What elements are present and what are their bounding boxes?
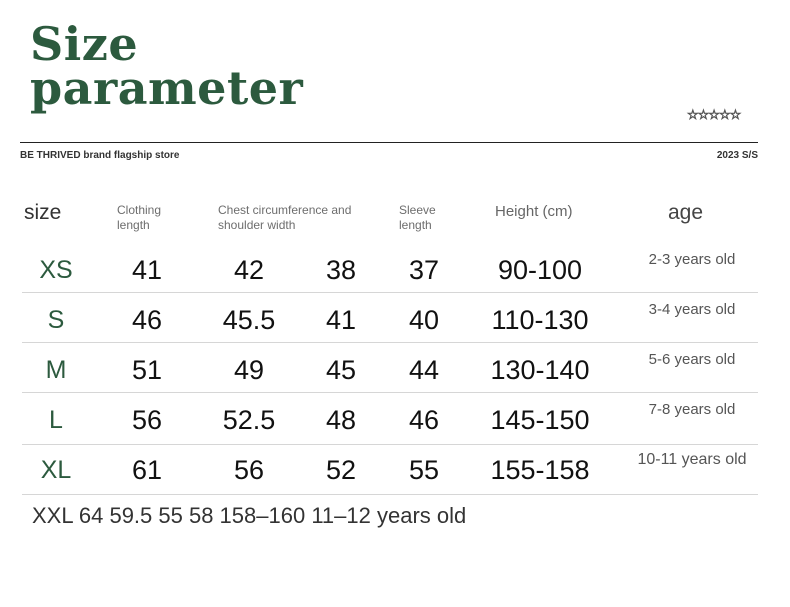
brand-label: BE THRIVED brand flagship store (20, 150, 180, 161)
shoulder-cell: 48 (325, 405, 357, 435)
season-label: 2023 S/S (716, 150, 758, 161)
sleeve-length-cell: 44 (408, 355, 440, 385)
age-cell: 2-3 years old (648, 251, 736, 268)
chest-cell: 45.5 (222, 305, 276, 335)
column-header-size: size (24, 201, 62, 224)
table-row (0, 395, 790, 445)
size-cell: M (45, 356, 67, 384)
clothing-length-cell: 41 (131, 255, 163, 285)
size-cell: S (47, 306, 65, 334)
age-cell: 7-8 years old (648, 401, 736, 418)
table-row (0, 245, 790, 295)
size-cell: L (49, 406, 63, 434)
row-divider (22, 392, 758, 393)
shoulder-cell: 52 (325, 455, 357, 485)
height-cell: 145-150 (490, 405, 590, 435)
header-divider (20, 142, 758, 143)
age-cell: 3-4 years old (648, 301, 736, 318)
height-cell: 130-140 (490, 355, 590, 385)
chest-cell: 49 (233, 355, 265, 385)
chest-cell: 42 (233, 255, 265, 285)
height-cell: 90-100 (497, 255, 583, 285)
size-cell: XS (39, 256, 73, 284)
column-header-sleeve-length: Sleeve length (399, 203, 436, 232)
row-divider (22, 292, 758, 293)
shoulder-cell: 38 (325, 255, 357, 285)
clothing-length-cell: 51 (131, 355, 163, 385)
column-header-age: age (668, 201, 704, 224)
size-cell: XL (40, 456, 72, 484)
column-header-clothing-length: Clothing length (117, 203, 162, 232)
rating-stars: ☆☆☆☆☆ (687, 108, 741, 123)
table-row-xxl: XXL 64 59.5 55 58 158–160 11–12 years old (32, 503, 467, 528)
title-line-2: parameter (30, 61, 304, 115)
table-row (0, 445, 790, 495)
column-header-height: Height (cm) (495, 203, 573, 220)
clothing-length-cell: 56 (131, 405, 163, 435)
clothing-length-cell: 46 (131, 305, 163, 335)
sleeve-length-cell: 55 (408, 455, 440, 485)
chest-cell: 56 (233, 455, 265, 485)
sleeve-length-cell: 40 (408, 305, 440, 335)
sleeve-length-cell: 46 (408, 405, 440, 435)
row-divider (22, 494, 758, 495)
column-header-chest-shoulder: Chest circumference and shoulder width (218, 203, 352, 232)
row-divider (22, 342, 758, 343)
age-cell: 10-11 years old (637, 451, 747, 468)
height-cell: 155-158 (490, 455, 590, 485)
table-row (0, 295, 790, 345)
shoulder-cell: 45 (325, 355, 357, 385)
table-row (0, 345, 790, 395)
title-line-1: Size (30, 17, 139, 71)
shoulder-cell: 41 (325, 305, 357, 335)
sleeve-length-cell: 37 (408, 255, 440, 285)
page-title (30, 17, 304, 115)
chest-cell: 52.5 (222, 405, 276, 435)
height-cell: 110-130 (491, 305, 589, 335)
clothing-length-cell: 61 (131, 455, 163, 485)
age-cell: 5-6 years old (648, 351, 736, 368)
